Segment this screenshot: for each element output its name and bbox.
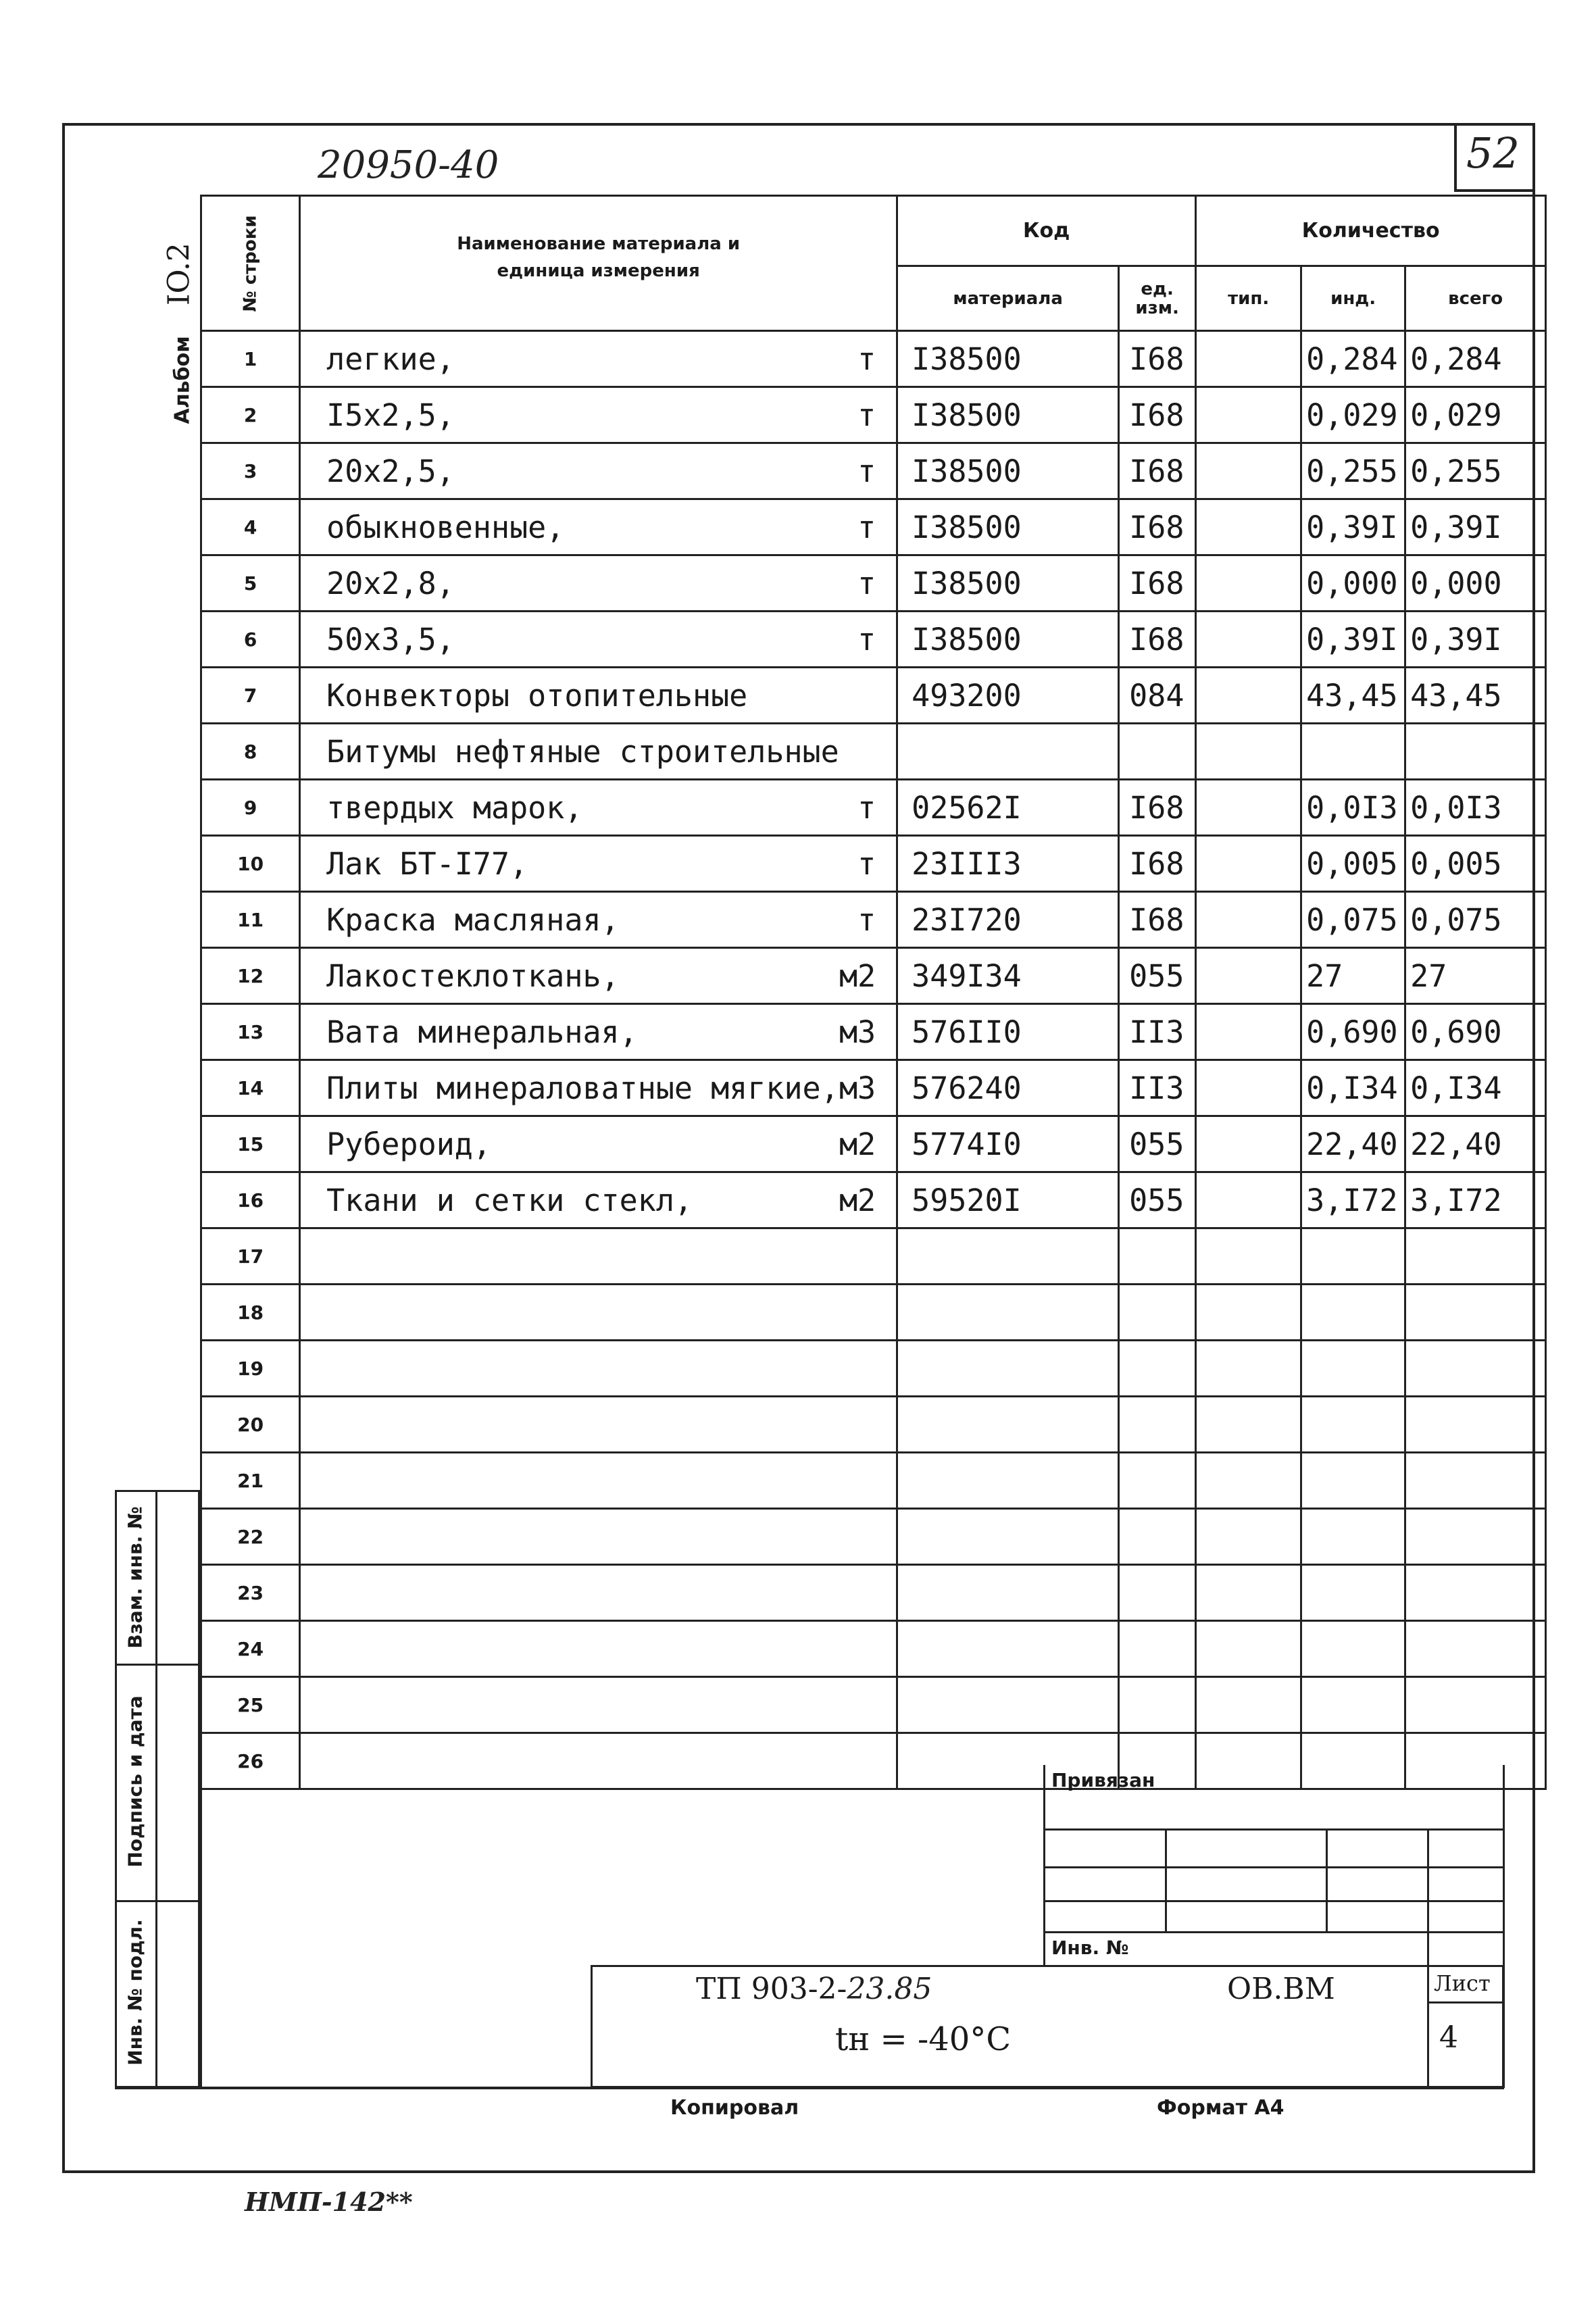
material-name: Битумы нефтяные строительные xyxy=(326,733,839,770)
qty-ind-cell: 0,39I xyxy=(1301,612,1405,668)
header-name xyxy=(300,196,897,331)
side-label-inv-orig: Инв. № подл. xyxy=(124,1919,147,2066)
qty-total-cell xyxy=(1405,1341,1546,1397)
album-number xyxy=(162,220,197,328)
material-code-cell: I38500 xyxy=(897,387,1119,443)
material-name-cell xyxy=(300,1733,897,1789)
qty-ind-cell: 0,000 xyxy=(1301,555,1405,612)
row-number-cell: 12 xyxy=(201,948,300,1004)
row-number-cell: 16 xyxy=(201,1172,300,1228)
sheet-number: 4 xyxy=(1439,2020,1458,2055)
material-name-wrap xyxy=(326,902,896,938)
unit-code-cell: 055 xyxy=(1119,1172,1196,1228)
qty-ind-cell xyxy=(1301,1565,1405,1621)
row-number-cell: 23 xyxy=(201,1565,300,1621)
unit-code-cell: I68 xyxy=(1119,555,1196,612)
material-name-cell xyxy=(300,1509,897,1565)
print-stamp-code: НМП-142** xyxy=(245,2187,413,2217)
qty-type-cell xyxy=(1196,499,1301,555)
qty-type-cell xyxy=(1196,1509,1301,1565)
row-number-cell: 4 xyxy=(201,499,300,555)
measure-unit: м3 xyxy=(839,1070,876,1106)
qty-type-cell xyxy=(1196,1621,1301,1677)
row-number-cell: 9 xyxy=(201,780,300,836)
linked-label: Привязан xyxy=(1051,1769,1155,1791)
table-row xyxy=(201,1621,1546,1677)
qty-total-cell xyxy=(1405,1677,1546,1733)
row-number-cell: 7 xyxy=(201,668,300,724)
qty-ind-cell xyxy=(1301,1677,1405,1733)
material-name-cell xyxy=(300,1172,897,1228)
material-name-cell xyxy=(300,892,897,948)
qty-type-cell xyxy=(1196,1397,1301,1453)
header-code-unit xyxy=(1119,266,1196,331)
material-name-cell xyxy=(300,331,897,387)
qty-total-cell: 0,075 xyxy=(1405,892,1546,948)
unit-code-cell: II3 xyxy=(1119,1060,1196,1116)
material-code-cell: I38500 xyxy=(897,612,1119,668)
table-row xyxy=(201,387,1546,443)
linked-v1 xyxy=(1165,1828,1167,1931)
sheet-corner-number: 52 xyxy=(1466,128,1520,178)
table-row xyxy=(201,1509,1546,1565)
qty-type-cell xyxy=(1196,836,1301,892)
inv-no-label: Инв. № xyxy=(1051,1937,1129,1959)
format-label: Формат А4 xyxy=(1157,2096,1285,2120)
unit-code-cell xyxy=(1119,1565,1196,1621)
measure-unit: м3 xyxy=(839,1014,876,1050)
outdoor-temperature: tн = -40°C xyxy=(835,2020,1012,2058)
material-name-cell xyxy=(300,387,897,443)
material-name-cell xyxy=(300,1565,897,1621)
qty-type-cell xyxy=(1196,1453,1301,1509)
qty-type-cell xyxy=(1196,1341,1301,1397)
qty-total-cell xyxy=(1405,1397,1546,1453)
material-code-cell xyxy=(897,1397,1119,1453)
material-name: Плиты минераловатные мягкие, xyxy=(326,1070,839,1106)
material-code-cell: 576240 xyxy=(897,1060,1119,1116)
table-row xyxy=(201,836,1546,892)
qty-total-cell: 0,255 xyxy=(1405,443,1546,499)
measure-unit: т xyxy=(857,453,876,489)
unit-code-cell xyxy=(1119,1341,1196,1397)
table-row xyxy=(201,892,1546,948)
material-name: 20x2,5, xyxy=(326,453,455,489)
row-number-cell: 20 xyxy=(201,1397,300,1453)
table-row xyxy=(201,1116,1546,1172)
linked-v3 xyxy=(1427,1828,1429,1965)
materials-table xyxy=(200,195,1547,1790)
table-row xyxy=(201,1565,1546,1621)
material-name-cell xyxy=(300,1060,897,1116)
material-name: Рубероид, xyxy=(326,1126,491,1162)
material-name-cell xyxy=(300,836,897,892)
row-number-cell: 19 xyxy=(201,1341,300,1397)
row-number-cell: 5 xyxy=(201,555,300,612)
material-code-cell: 02562I xyxy=(897,780,1119,836)
material-name: легкие, xyxy=(326,341,455,377)
qty-total-cell: 0,284 xyxy=(1405,331,1546,387)
table-row xyxy=(201,948,1546,1004)
row-number-cell: 15 xyxy=(201,1116,300,1172)
material-code-cell: 493200 xyxy=(897,668,1119,724)
material-name-wrap xyxy=(326,566,896,601)
table-row xyxy=(201,1285,1546,1341)
unit-code-cell: 055 xyxy=(1119,948,1196,1004)
qty-total-cell: 0,39I xyxy=(1405,499,1546,555)
linked-block xyxy=(1043,1765,1504,1965)
qty-ind-cell: 0,029 xyxy=(1301,387,1405,443)
material-name-cell xyxy=(300,724,897,780)
material-name: Ткани и сетки стекл, xyxy=(326,1182,693,1218)
qty-total-cell xyxy=(1405,1509,1546,1565)
qty-type-cell xyxy=(1196,443,1301,499)
header-q-total: всего xyxy=(1405,266,1546,331)
row-number-cell: 17 xyxy=(201,1228,300,1285)
table-row xyxy=(201,499,1546,555)
material-name-wrap xyxy=(326,509,896,545)
row-number-cell: 24 xyxy=(201,1621,300,1677)
measure-unit: м2 xyxy=(839,1126,876,1162)
table-row xyxy=(201,331,1546,387)
table-row xyxy=(201,443,1546,499)
unit-code-cell: I68 xyxy=(1119,443,1196,499)
material-name-cell xyxy=(300,780,897,836)
drawing-mark: ОВ.ВМ xyxy=(1227,1972,1335,2006)
qty-ind-cell: 0,005 xyxy=(1301,836,1405,892)
sheet-label: Лист xyxy=(1434,1970,1491,1996)
qty-total-cell: 0,39I xyxy=(1405,612,1546,668)
row-number-cell: 22 xyxy=(201,1509,300,1565)
material-code-cell: I38500 xyxy=(897,499,1119,555)
lower-frame-left xyxy=(200,1765,202,2088)
material-code-cell: 5774I0 xyxy=(897,1116,1119,1172)
row-number-cell: 26 xyxy=(201,1733,300,1789)
qty-type-cell xyxy=(1196,555,1301,612)
row-number-cell: 14 xyxy=(201,1060,300,1116)
material-code-cell: 349I34 xyxy=(897,948,1119,1004)
side-label-sign-date: Подпись и дата xyxy=(124,1695,147,1868)
linked-h3 xyxy=(1043,1900,1504,1902)
qty-ind-cell: 0,39I xyxy=(1301,499,1405,555)
qty-total-cell: 0,029 xyxy=(1405,387,1546,443)
row-number-cell: 3 xyxy=(201,443,300,499)
project-code-handwritten: 23.85 xyxy=(847,1972,932,2006)
material-name-cell xyxy=(300,555,897,612)
material-name: Вата минеральная, xyxy=(326,1014,638,1050)
unit-code-cell: 055 xyxy=(1119,1116,1196,1172)
unit-code-cell xyxy=(1119,1509,1196,1565)
header-name-text: Наименование материала и единица измерения xyxy=(457,234,741,281)
material-name-cell xyxy=(300,612,897,668)
unit-code-cell: I68 xyxy=(1119,612,1196,668)
qty-ind-cell xyxy=(1301,1228,1405,1285)
material-name-wrap xyxy=(326,397,896,433)
measure-unit: т xyxy=(857,845,876,882)
material-name-cell xyxy=(300,1397,897,1453)
material-name: 50x3,5, xyxy=(326,621,455,657)
material-name-wrap xyxy=(326,958,896,994)
qty-ind-cell: 0,I34 xyxy=(1301,1060,1405,1116)
copied-label: Копировал xyxy=(670,2096,799,2120)
table-row xyxy=(201,612,1546,668)
qty-ind-cell: 0,075 xyxy=(1301,892,1405,948)
row-number-cell: 18 xyxy=(201,1285,300,1341)
unit-code-cell xyxy=(1119,1677,1196,1733)
linked-h1 xyxy=(1043,1828,1504,1831)
material-code-cell xyxy=(897,1677,1119,1733)
qty-total-cell xyxy=(1405,1285,1546,1341)
unit-code-cell xyxy=(1119,1453,1196,1509)
material-name-wrap xyxy=(326,453,896,489)
material-name-cell xyxy=(300,443,897,499)
material-code-cell: 23III3 xyxy=(897,836,1119,892)
table-row xyxy=(201,1004,1546,1060)
unit-code-cell: I68 xyxy=(1119,499,1196,555)
material-name-wrap xyxy=(326,1014,896,1050)
qty-total-cell xyxy=(1405,1228,1546,1285)
qty-ind-cell xyxy=(1301,724,1405,780)
row-number-cell: 11 xyxy=(201,892,300,948)
material-name-wrap xyxy=(326,678,896,714)
side-stamp-divider-2 xyxy=(115,1900,200,1902)
material-name-cell xyxy=(300,1228,897,1285)
material-name-wrap xyxy=(326,734,896,770)
qty-ind-cell: 27 xyxy=(1301,948,1405,1004)
document-number: 20950-40 xyxy=(318,143,499,187)
material-code-cell xyxy=(897,1285,1119,1341)
title-block-v xyxy=(1427,1965,1429,2088)
unit-code-cell: II3 xyxy=(1119,1004,1196,1060)
material-name: Конвекторы отопительные xyxy=(326,677,748,714)
qty-ind-cell: 0,690 xyxy=(1301,1004,1405,1060)
qty-total-cell: 43,45 xyxy=(1405,668,1546,724)
qty-type-cell xyxy=(1196,387,1301,443)
qty-total-cell xyxy=(1405,1621,1546,1677)
table-row xyxy=(201,1341,1546,1397)
qty-total-cell: 0,690 xyxy=(1405,1004,1546,1060)
material-name-cell xyxy=(300,1004,897,1060)
material-name-cell xyxy=(300,1677,897,1733)
material-name-wrap xyxy=(326,846,896,882)
material-code-cell: 23I720 xyxy=(897,892,1119,948)
row-number-cell: 25 xyxy=(201,1677,300,1733)
qty-total-cell: 22,40 xyxy=(1405,1116,1546,1172)
qty-type-cell xyxy=(1196,1172,1301,1228)
qty-type-cell xyxy=(1196,1565,1301,1621)
header-q-type: тип. xyxy=(1196,266,1301,331)
material-name: I5x2,5, xyxy=(326,397,455,433)
material-name-wrap xyxy=(326,1126,896,1162)
row-number-cell: 6 xyxy=(201,612,300,668)
row-number-cell: 2 xyxy=(201,387,300,443)
qty-ind-cell xyxy=(1301,1341,1405,1397)
material-code-cell xyxy=(897,724,1119,780)
table-row xyxy=(201,1172,1546,1228)
header-q-ind: инд. xyxy=(1301,266,1405,331)
material-code-cell xyxy=(897,1341,1119,1397)
measure-unit: т xyxy=(857,565,876,601)
material-name-cell xyxy=(300,668,897,724)
table-row xyxy=(201,780,1546,836)
material-name: Лакостеклоткань, xyxy=(326,957,620,994)
qty-total-cell: 27 xyxy=(1405,948,1546,1004)
table-row xyxy=(201,1677,1546,1733)
qty-type-cell xyxy=(1196,948,1301,1004)
material-code-cell xyxy=(897,1453,1119,1509)
measure-unit: т xyxy=(857,789,876,826)
unit-code-cell: I68 xyxy=(1119,836,1196,892)
side-stamp-divider-v xyxy=(155,1490,157,2088)
linked-v2 xyxy=(1326,1828,1328,1931)
qty-type-cell xyxy=(1196,1228,1301,1285)
unit-code-cell xyxy=(1119,1285,1196,1341)
qty-ind-cell xyxy=(1301,1453,1405,1509)
unit-code-cell xyxy=(1119,1397,1196,1453)
measure-unit: т xyxy=(857,509,876,545)
measure-unit: т xyxy=(857,341,876,377)
material-name: твердых марок, xyxy=(326,789,583,826)
qty-total-cell: 0,I34 xyxy=(1405,1060,1546,1116)
row-number-cell: 1 xyxy=(201,331,300,387)
material-name-wrap xyxy=(326,341,896,377)
material-name-wrap xyxy=(326,1183,896,1218)
unit-code-cell: I68 xyxy=(1119,331,1196,387)
material-name-cell xyxy=(300,1116,897,1172)
qty-total-cell: 0,005 xyxy=(1405,836,1546,892)
row-number-cell: 8 xyxy=(201,724,300,780)
qty-type-cell xyxy=(1196,724,1301,780)
header-code-unit-text: ед. изм. xyxy=(1135,278,1179,318)
header-row-no xyxy=(201,196,300,331)
project-code-text: ТП 903-2- xyxy=(696,1972,847,2006)
album-label: Альбом xyxy=(170,336,195,424)
material-name-cell xyxy=(300,1285,897,1341)
material-code-cell xyxy=(897,1228,1119,1285)
qty-ind-cell xyxy=(1301,1509,1405,1565)
table-row xyxy=(201,1397,1546,1453)
material-code-cell: I38500 xyxy=(897,331,1119,387)
material-name: Лак БТ-I77, xyxy=(326,845,528,882)
material-name-wrap xyxy=(326,1070,896,1106)
project-code xyxy=(696,1972,932,2006)
material-name: 20x2,8, xyxy=(326,565,455,601)
header-code: Код xyxy=(897,196,1196,266)
qty-total-cell: 3,I72 xyxy=(1405,1172,1546,1228)
material-name-cell xyxy=(300,1621,897,1677)
unit-code-cell: I68 xyxy=(1119,780,1196,836)
qty-type-cell xyxy=(1196,668,1301,724)
qty-ind-cell: 0,255 xyxy=(1301,443,1405,499)
qty-ind-cell: 22,40 xyxy=(1301,1116,1405,1172)
qty-total-cell xyxy=(1405,1565,1546,1621)
unit-code-cell xyxy=(1119,1228,1196,1285)
qty-total-cell: 0,000 xyxy=(1405,555,1546,612)
measure-unit: м2 xyxy=(839,1182,876,1218)
header-row-no-text: № строки xyxy=(240,214,261,312)
row-number-cell: 13 xyxy=(201,1004,300,1060)
table-row xyxy=(201,555,1546,612)
qty-type-cell xyxy=(1196,1060,1301,1116)
album-number-text: IO.2 xyxy=(161,243,197,305)
table-row xyxy=(201,1228,1546,1285)
linked-h4 xyxy=(1043,1931,1504,1933)
material-name-cell xyxy=(300,499,897,555)
material-code-cell: 576II0 xyxy=(897,1004,1119,1060)
table-row xyxy=(201,1060,1546,1116)
unit-code-cell: I68 xyxy=(1119,387,1196,443)
material-name-cell xyxy=(300,1453,897,1509)
material-code-cell: 59520I xyxy=(897,1172,1119,1228)
material-name: Краска масляная, xyxy=(326,901,620,938)
header-quantity: Количество xyxy=(1196,196,1546,266)
qty-type-cell xyxy=(1196,1116,1301,1172)
material-name-wrap xyxy=(326,790,896,826)
qty-ind-cell xyxy=(1301,1621,1405,1677)
qty-type-cell xyxy=(1196,1004,1301,1060)
table-row xyxy=(201,724,1546,780)
qty-ind-cell xyxy=(1301,1285,1405,1341)
table-body xyxy=(201,331,1546,1789)
header-code-material: материала xyxy=(897,266,1119,331)
measure-unit: м2 xyxy=(839,957,876,994)
qty-type-cell xyxy=(1196,331,1301,387)
qty-ind-cell: 3,I72 xyxy=(1301,1172,1405,1228)
qty-total-cell xyxy=(1405,1453,1546,1509)
material-code-cell: I38500 xyxy=(897,555,1119,612)
linked-h2 xyxy=(1043,1866,1504,1868)
measure-unit: т xyxy=(857,397,876,433)
material-code-cell xyxy=(897,1621,1119,1677)
material-code-cell xyxy=(897,1509,1119,1565)
unit-code-cell: I68 xyxy=(1119,892,1196,948)
unit-code-cell xyxy=(1119,724,1196,780)
table-row xyxy=(201,668,1546,724)
material-name: обыкновенные, xyxy=(326,509,565,545)
measure-unit: т xyxy=(857,621,876,657)
qty-type-cell xyxy=(1196,612,1301,668)
qty-type-cell xyxy=(1196,1677,1301,1733)
material-code-cell xyxy=(897,1565,1119,1621)
qty-total-cell xyxy=(1405,724,1546,780)
material-code-cell: I38500 xyxy=(897,443,1119,499)
qty-type-cell xyxy=(1196,892,1301,948)
qty-ind-cell: 0,284 xyxy=(1301,331,1405,387)
qty-ind-cell: 43,45 xyxy=(1301,668,1405,724)
material-name-cell xyxy=(300,948,897,1004)
title-block-h xyxy=(1427,2001,1504,2003)
side-label-inv-replace: Взам. инв. № xyxy=(124,1506,147,1649)
qty-type-cell xyxy=(1196,780,1301,836)
unit-code-cell xyxy=(1119,1621,1196,1677)
qty-type-cell xyxy=(1196,1285,1301,1341)
qty-total-cell: 0,0I3 xyxy=(1405,780,1546,836)
material-name-wrap xyxy=(326,622,896,657)
qty-ind-cell xyxy=(1301,1397,1405,1453)
row-number-cell: 21 xyxy=(201,1453,300,1509)
qty-ind-cell: 0,0I3 xyxy=(1301,780,1405,836)
row-number-cell: 10 xyxy=(201,836,300,892)
table-row xyxy=(201,1453,1546,1509)
measure-unit: т xyxy=(857,901,876,938)
material-name-cell xyxy=(300,1341,897,1397)
unit-code-cell: 084 xyxy=(1119,668,1196,724)
